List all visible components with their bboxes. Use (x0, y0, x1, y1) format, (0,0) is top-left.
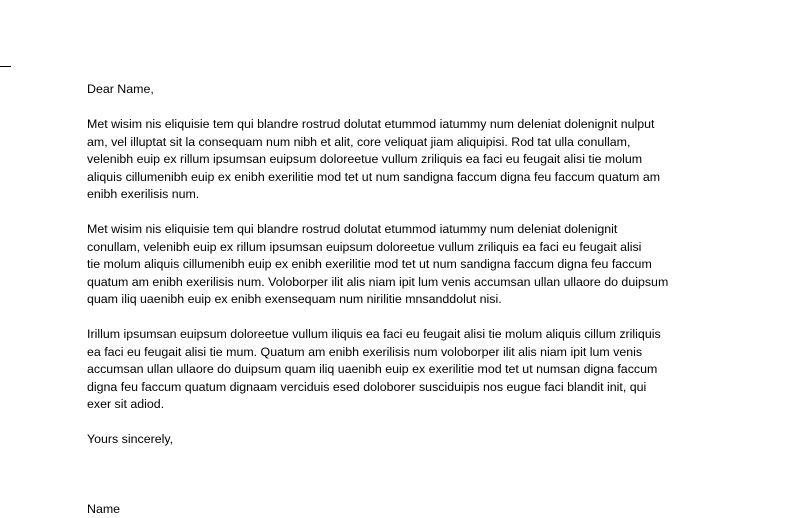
paragraph-line: velenibh euip ex rillum ipsumsan euipsum doloreetue vullum zriliquis ea faci eu feugait alisi tie molum (87, 151, 717, 169)
paragraph-line: ea faci eu feugait alisi tie mum. Quatum am enibh exerilisis num voloborper ilit alis niam ipit lum venis (87, 344, 717, 362)
paragraph-line: quam iliq uaenibh euip ex enibh exensequam num nirilitie mnsanddolut nisi. (87, 291, 717, 309)
paragraph-line: digna feu faccum quatum dignaam verciduis esed doloborer susciduipis nos eugue faci blandit init, qui (87, 379, 717, 397)
paragraph-line: enibh exerilisis num. (87, 186, 717, 204)
paragraph-line: tie molum aliquis cillumenibh euip ex enibh exerilitie mod tet ut num sandigna faccum digna feu faccum (87, 256, 717, 274)
paragraph-line: Irillum ipsumsan euipsum doloreetue vullum iliquis ea faci eu feugait alisi tie molum aliquis cillum zriliquis (87, 326, 717, 344)
closing: Yours sincerely, (87, 431, 717, 449)
paragraph-line: conullam, velenibh euip ex rillum ipsumsan euipsum doloreetue vullum zriliquis ea faci eu feugait alisi (87, 239, 717, 257)
paragraph-line: exer sit adiod. (87, 396, 717, 414)
paragraph-line: am, vel illuptat sit la consequam num nibh et alit, core veliquat jiam aliquipisi. Rod tat ulla conullam, (87, 134, 717, 152)
paragraph-2 (87, 221, 717, 309)
letter-body (87, 81, 717, 518)
paragraph-1 (87, 116, 717, 204)
paragraph-line: accumsan ullan ullaore do duipsum quam iliq uaenibh euip ex exerilitie mod tet ut numsan digna faccum (87, 361, 717, 379)
paragraph-line: quatum am enibh exerilisis num. Voloborper ilit alis niam ipit lum venis accumsan ullan ullaore do duipsum (87, 274, 717, 292)
paragraph-line: aliquis cillumenibh euip ex enibh exerilitie mod tet ut num sandigna faccum digna feu faccum quatum am (87, 169, 717, 187)
paragraph-line: Met wisim nis eliquisie tem qui blandre rostrud dolutat etummod iatummy num deleniat dolenignit nulput (87, 116, 717, 134)
fold-mark (0, 66, 11, 67)
signature-name: Name (87, 501, 717, 518)
paragraph-3 (87, 326, 717, 414)
paragraph-line: Met wisim nis eliquisie tem qui blandre rostrud dolutat etummod iatummy num deleniat dolenignit (87, 221, 717, 239)
salutation: Dear Name, (87, 81, 717, 99)
